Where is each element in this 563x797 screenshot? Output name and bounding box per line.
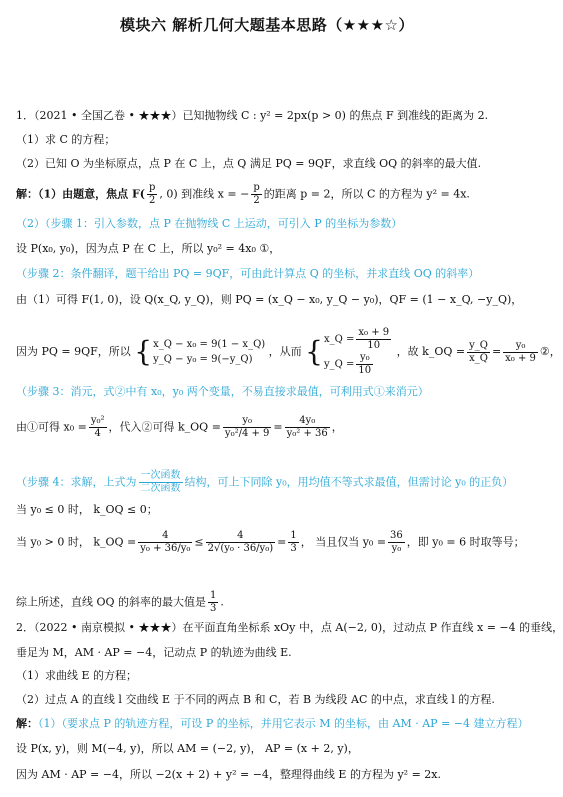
q1-from1: 由（1）可得 F(1, 0)，设 Q(x_Q, y_Q)，则 PQ = (x_Q − x₀, y_Q − y₀)，QF = (1 − x_Q, −y_Q)，	[16, 293, 523, 306]
q1-elimination: 由①可得 x₀ = $\frac{\text{y₀²}}{4}$ ，代入②可得 k_OQ = $\frac{\text{y₀}}{\text{y₀²/4 + 9}}$ = $\frac{\text{4y₀}}{\text{y₀² + 36}}$ ，	[16, 415, 343, 439]
q2-stem-2: 垂足为 M，AM · AP = −4，记动点 P 的轨迹为曲线 E.	[16, 646, 292, 659]
page-title: 模块六 解析几何大题基本思路（★★★☆）	[119, 16, 414, 34]
q2-part1: （1）求曲线 E 的方程；	[16, 669, 138, 682]
q2-solution-1: 解：（1）（要求点 P 的轨迹方程，可设 P 的坐标，并用它表示 M 的坐标，由 AM · AP = −4 建立方程）	[16, 717, 529, 730]
q1-case2: 当 y₀ > 0 时， k_OQ = $\frac{4}{\text{y₀ + 36/y₀}}$ ≤ $\frac{4}{\text{2√(y₀ · 36/y₀)}}$ = $\frac{1}{3}$ ， 当且仅当 y₀ = $\frac{36}{\text{y₀}}$ ，即 y₀ = 6 时取等号；	[16, 530, 525, 554]
fraction: $\frac{p}{2}$	[149, 182, 156, 206]
q1-solution-1: 解：（1）由题意，焦点 F( $\frac{p}{2}$ , 0) 到准线 x = − $\frac{p}{2}$ 的距离 p = 2，所以 C 的方程为 y² = 4x.	[16, 182, 470, 206]
q1-step1: （2）（步骤 1：引入参数，点 P 在抛物线 C 上运动，可引入 P 的坐标为参数）	[16, 217, 403, 230]
fraction: $\frac{p}{2}$	[253, 182, 260, 206]
left-brace-icon: {	[134, 335, 153, 368]
q1-part1: （1）求 C 的方程；	[16, 133, 116, 146]
q1-part2: （2）已知 O 为坐标原点，点 P 在 C 上，点 Q 满足 PQ = 9QF，求直线 OQ 的斜率的最大值.	[16, 157, 482, 170]
q2-part2: （2）过点 A 的直线 l 交曲线 E 于不同的两点 B 和 C，若 B 为线段 AC 的中点，求直线 l 的方程.	[16, 693, 495, 706]
left-brace-icon: {	[305, 335, 323, 368]
q1-system: 因为 PQ = 9QF，所以 { x_Q − x₀ = 9(1 − x_Q) y_Q − y₀ = 9(−y_Q) ，从而 { x_Q = $\frac{\text{x₀ + 9}}{10}$ y_Q = $\frac{\text{y₀}}{10}$ ，故 k_OQ = $\frac{y\_Q}{x\_Q}$ = $\frac{\text{y₀}}{\text{x₀ + 9}}$ ②，	[16, 327, 561, 376]
q1-stem: 1．（2021 • 全国乙卷 • ★★★）已知抛物线 C : y² = 2px(p > 0) 的焦点 F 到准线的距离为 2.	[16, 109, 489, 122]
q1-set-p: 设 P(x₀, y₀)，因为点 P 在 C 上，所以 y₀² = 4x₀ ①，	[16, 242, 281, 255]
q1-case1: 当 y₀ ≤ 0 时， k_OQ ≤ 0；	[16, 503, 158, 516]
q2-set-p: 设 P(x, y)，则 M(−4, y)，所以 AM = (−2, y)， AP = (x + 2, y)，	[16, 742, 359, 755]
q1-step3: （步骤 3：消元，式②中有 x₀，y₀ 两个变量，不易直接求最值，可利用式①来消元）	[16, 385, 429, 398]
sol-text: 解：（1）由题意，焦点 F(	[16, 187, 145, 201]
q2-because: 因为 AM · AP = −4，所以 −2(x + 2) + y² = −4，整理得曲线 E 的方程为 y² = 2x.	[16, 768, 441, 781]
q1-step2: （步骤 2：条件翻译，题干给出 PQ = 9QF，可由此计算点 Q 的坐标，并求直线 OQ 的斜率）	[16, 267, 480, 280]
q2-stem-1: 2．（2022 • 南京模拟 • ★★★）在平面直角坐标系 xOy 中，点 A(−2, 0)，过动点 P 作直线 x = −4 的垂线，	[16, 621, 563, 634]
q1-conclusion: 综上所述，直线 OQ 的斜率的最大值是 $\frac{1}{3}$ .	[16, 590, 224, 614]
q1-step4: （步骤 4：求解，上式为 $\frac{\text{一次函数}}{\text{二次函数}}$ 结构，可上下同除 y₀，用均值不等式求最值，但需讨论 y₀ 的正负）	[16, 470, 514, 494]
